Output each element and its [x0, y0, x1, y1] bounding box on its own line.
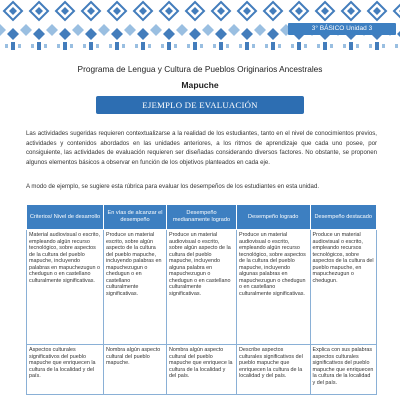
- program-title: Programa de Lengua y Cultura de Pueblos Originarios Ancestrales: [77, 64, 323, 74]
- table-cell: Produce un material audiovisual o escrito, empleando algún recurso tecnológico, sobre aspectos de la cultura del pueblo mapuche, incluyendo algunas palabras en mapuchezugun o chedugun o en castellano culturalmente significativas.: [237, 230, 311, 345]
- header-logrado: Desempeño logrado: [237, 205, 311, 230]
- header-criterios: Criterios/ Nivel de desarrollo: [27, 205, 104, 230]
- table-cell: Explica con sus palabras aspectos culturales significativos del pueblo mapuche que enriquecen la cultura de la localidad y del país.: [310, 345, 377, 395]
- unit-badge: 3° BÁSICO Unidad 3: [288, 23, 396, 35]
- table-cell: Aspectos culturales significativos del pueblo mapuche que enriquecen la cultura de la localidad y del país.: [27, 345, 104, 395]
- header-destacado: Desempeño destacado: [310, 205, 377, 230]
- intro-paragraph: Las actividades sugeridas requieren contextualizarse a la realidad de los estudiantes, tanto en el nivel de conocimientos previos, actividades y contenidos abordados en las unidades anteriores, a los ritmos de aprendizaje que cada uno posee, por consiguiente, las actividades de evaluación requieren ser diseñadas considerando diversos factores. No obstante, se proponen algunos elementos básicos a observar en función de los objetivos planteados en cada eje.: [26, 130, 377, 166]
- table-cell: Material audiovisual o escrito, empleando algún recurso tecnológico, sobre aspectos de la cultura del pueblo mapuche, incluyendo palabras en mapuchezugun o chedugun o en castellano culturalmente significativas.: [27, 230, 104, 345]
- header-medianamente: Desempeño medianamente logrado: [167, 205, 237, 230]
- section-banner-label: EJEMPLO DE EVALUACIÓN: [142, 100, 258, 110]
- table-cell: Nombra algún aspecto cultural del pueblo mapuche.: [104, 345, 167, 395]
- header-en-vias: En vías de alcanzar el desempeño: [104, 205, 167, 230]
- table-cell: Produce un material escrito, sobre algún aspecto de la cultura del pueblo mapuche, incluyendo palabras en mapuchezugun o chedugun o en castellano culturalmente significativas.: [104, 230, 167, 345]
- table-header-row: [27, 205, 377, 230]
- rubric-intro-paragraph: A modo de ejemplo, se sugiere esta rúbrica para evaluar los desempeños de los estudiantes en esta unidad.: [26, 183, 320, 190]
- table-cell: Produce un material audiovisual o escrito, empleando recursos tecnológicos, sobre aspectos de la cultura del pueblo mapuche, en mapuchezugun o chedugun.: [310, 230, 377, 345]
- table-row: [27, 345, 377, 395]
- table-cell: Produce un material audiovisual o escrito, sobre algún aspecto de la cultura del pueblo mapuche, incluyendo alguna palabra en mapuchezugun o chedugun o en castellano culturalmente significativas.: [167, 230, 237, 345]
- evaluation-rubric-table: [26, 204, 377, 395]
- people-title: Mapuche: [181, 80, 219, 90]
- table-cell: Nombra algún aspecto cultural del pueblo mapuche que enriquece la cultura de la localidad y del país.: [167, 345, 237, 395]
- section-banner: [96, 96, 304, 114]
- table-row: [27, 230, 377, 345]
- table-cell: Describe aspectos culturales significativos del pueblo mapuche que enriquecen la cultura de la localidad y del país.: [237, 345, 311, 395]
